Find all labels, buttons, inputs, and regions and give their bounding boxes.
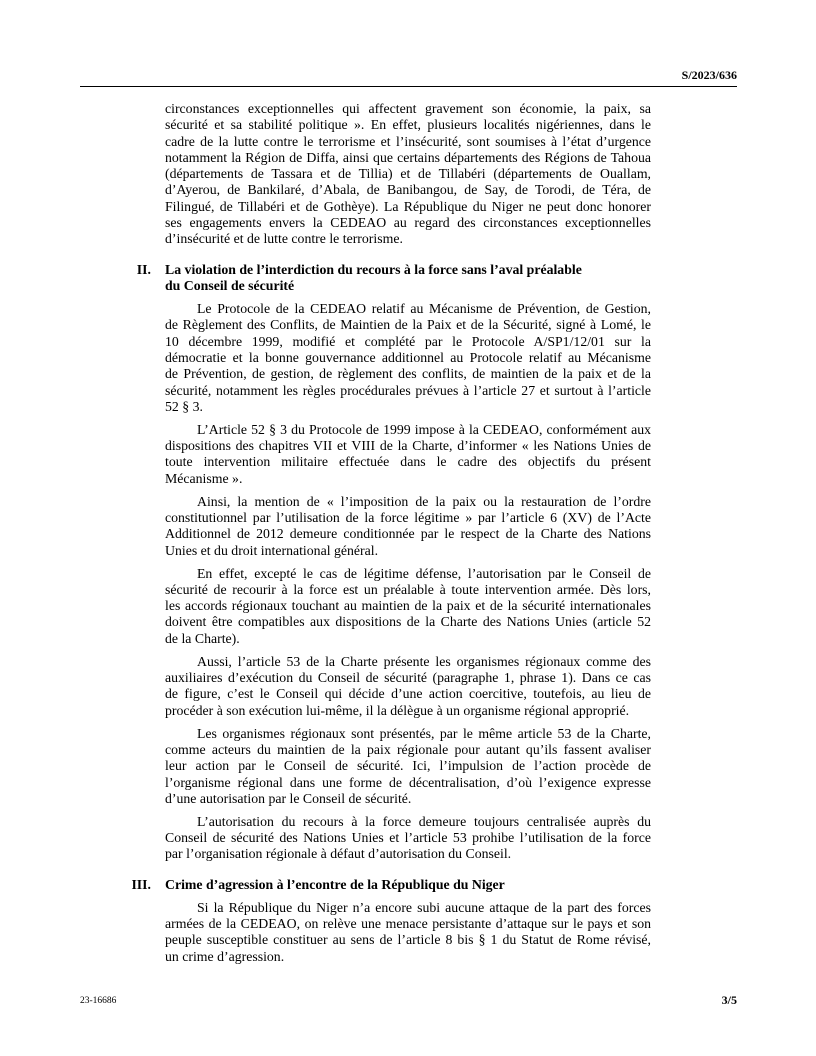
document-body [131,101,651,972]
paragraph-line: ses engagements envers la CEDEAO au regard des circonstances exceptionnelles [165,215,651,231]
paragraph-line: sécurité, notamment les règles procédurales prévues à l’article 27 et surtout à l’article [165,382,651,398]
paragraph [165,301,651,415]
paragraph [165,726,651,807]
paragraph [165,422,651,487]
paragraph-line: sécurité et sa stabilité politique ». En effet, plusieurs localités nigériennes, dans le [165,117,651,133]
paragraph-line: un crime d’agression. [165,948,285,964]
section-heading [131,876,651,893]
paragraph-line: Mécanisme ». [165,470,243,486]
page-number: 3/5 [721,993,737,1007]
paragraph-line: L’autorisation du recours à la force demeure toujours centralisée auprès du [197,813,651,829]
paragraph-line: 10 décembre 1999, modifié et complété par le Protocole A/SP1/12/01 sur la [165,333,651,349]
paragraph-line: doivent être compatibles aux dispositions de la Charte des Nations Unies (article 52 [165,614,651,630]
section-title-line: du Conseil de sécurité [165,278,295,294]
paragraph-line: auxiliaires d’exécution du Conseil de sécurité (paragraphe 1, phrase 1). Dans ce cas [165,670,651,686]
document-symbol: S/2023/636 [681,68,737,82]
paragraph-line: sécurité de recourir à la force est un préalable à toute intervention armée. Dès lors, [165,581,651,597]
paragraph-line: armées de la CEDEAO, on relève une menace persistante d’attaque sur le pays et son [165,916,651,932]
paragraph-line: Le Protocole de la CEDEAO relatif au Mécanisme de Prévention, de Gestion, [197,301,651,317]
paragraph-line: peuple susceptible constituer au sens de l’article 8 bis § 1 du Statut de Rome révisé, [165,932,651,948]
paragraph-line: d’Ayerou, de Bankilaré, d’Abala, de Banibangou, de Say, de Torodi, de Téra, de [165,182,651,198]
paragraph [165,494,651,559]
section-title-line: Crime d’agression à l’encontre de la République du Niger [165,876,505,892]
paragraph-line: démocratie et la bonne gouvernance additionnel au Protocole relatif au Mécanisme [165,349,651,365]
section-heading [136,261,651,295]
paragraph-line: Conseil de sécurité des Nations Unies et l’article 53 prohibe l’utilisation de la force [165,830,651,846]
paragraph-line: de Règlement des Conflits, de Maintien de la Paix et de la Sécurité, signé à Lomé, le [165,317,651,333]
paragraph-line: Aussi, l’article 53 de la Charte présente les organismes régionaux comme des [197,653,651,669]
paragraph-line: de Prévention, de gestion, de règlement des conflits, de maintien de la paix et de la [165,366,651,382]
section-title-line: La violation de l’interdiction du recours à la force sans l’aval préalable [165,261,582,277]
header-rule [80,86,737,87]
paragraph [165,900,651,965]
job-number: 23-16686 [80,996,117,1006]
paragraph-line: Additionnel de 2012 demeure conditionnée par le respect de la Charte des Nations [165,526,651,542]
paragraph-line: (départements de Tassara et de Tillia) et de Tillabéri (départements de Ouallam, [165,166,651,182]
paragraph-line: les accords régionaux touchant au maintien de la paix et de la sécurité internationales [165,598,651,614]
section-number: III. [131,876,151,892]
paragraph-line: d’une autorisation par le Conseil de sécurité. [165,790,412,806]
paragraph-line: notamment la Région de Diffa, ainsi que certains départements des Régions de Tahoua [165,149,651,165]
paragraph-line: dispositions des chapitres VII et VIII de la Charte, d’informer « les Nations Unies de [165,438,651,454]
paragraph-line: de la Charte). [165,630,240,646]
paragraph-line: Ainsi, la mention de « l’imposition de la paix ou la restauration de l’ordre [197,493,651,509]
paragraph-line: de figure, c’est le Conseil qui décide d’une action coercitive, toutefois, au lieu de [165,686,651,702]
paragraph-line: par l’organisation régionale à défaut d’autorisation du Conseil. [165,846,512,862]
paragraph-line: l’organisme régional dans une forme de décentralisation, d’où l’exigence expresse [165,774,651,790]
paragraph-line: circonstances exceptionnelles qui affectent gravement son économie, la paix, sa [165,101,651,116]
paragraph-line: leur action par le Conseil de sécurité. Ici, l’impulsion de l’action procède de [165,758,651,774]
paragraph-line: Les organismes régionaux sont présentés, par le même article 53 de la Charte, [197,725,651,741]
continued-paragraph [165,101,651,248]
paragraph [165,654,651,719]
paragraph-line: procéder à son exécution lui-même, il la délègue à un organisme régional approprié. [165,702,630,718]
paragraph-line: Filingué, de Tillabéri et de Gothèye). La République du Niger ne peut donc honorer [165,198,651,214]
paragraph-line: toute intervention militaire effectuée dans le cadre des objectifs du présent [165,454,651,470]
paragraph-line: Si la République du Niger n’a encore subi aucune attaque de la part des forces [197,899,651,915]
section-number: II. [136,261,151,277]
paragraph-line: 52 § 3. [165,398,203,414]
paragraph-line: L’Article 52 § 3 du Protocole de 1999 impose à la CEDEAO, conformément aux [197,421,651,437]
paragraph-line: d’insécurité et de lutte contre le terrorisme. [165,231,403,247]
paragraph-line: Unies et du droit international général. [165,542,379,558]
paragraph-line: constitutionnel par l’utilisation de la force légitime » par l’article 6 (XV) de l’Acte [165,510,651,526]
paragraph-line: cadre de la lutte contre le terrorisme et l’insécurité, sont soumises à l’état d’urgence [165,133,651,149]
paragraph-line: En effet, excepté le cas de légitime défense, l’autorisation par le Conseil de [197,565,651,581]
paragraph [165,814,651,863]
paragraph [165,566,651,647]
paragraph-line: comme acteurs du maintien de la paix régionale pour autant qu’ils fassent avaliser [165,741,651,757]
